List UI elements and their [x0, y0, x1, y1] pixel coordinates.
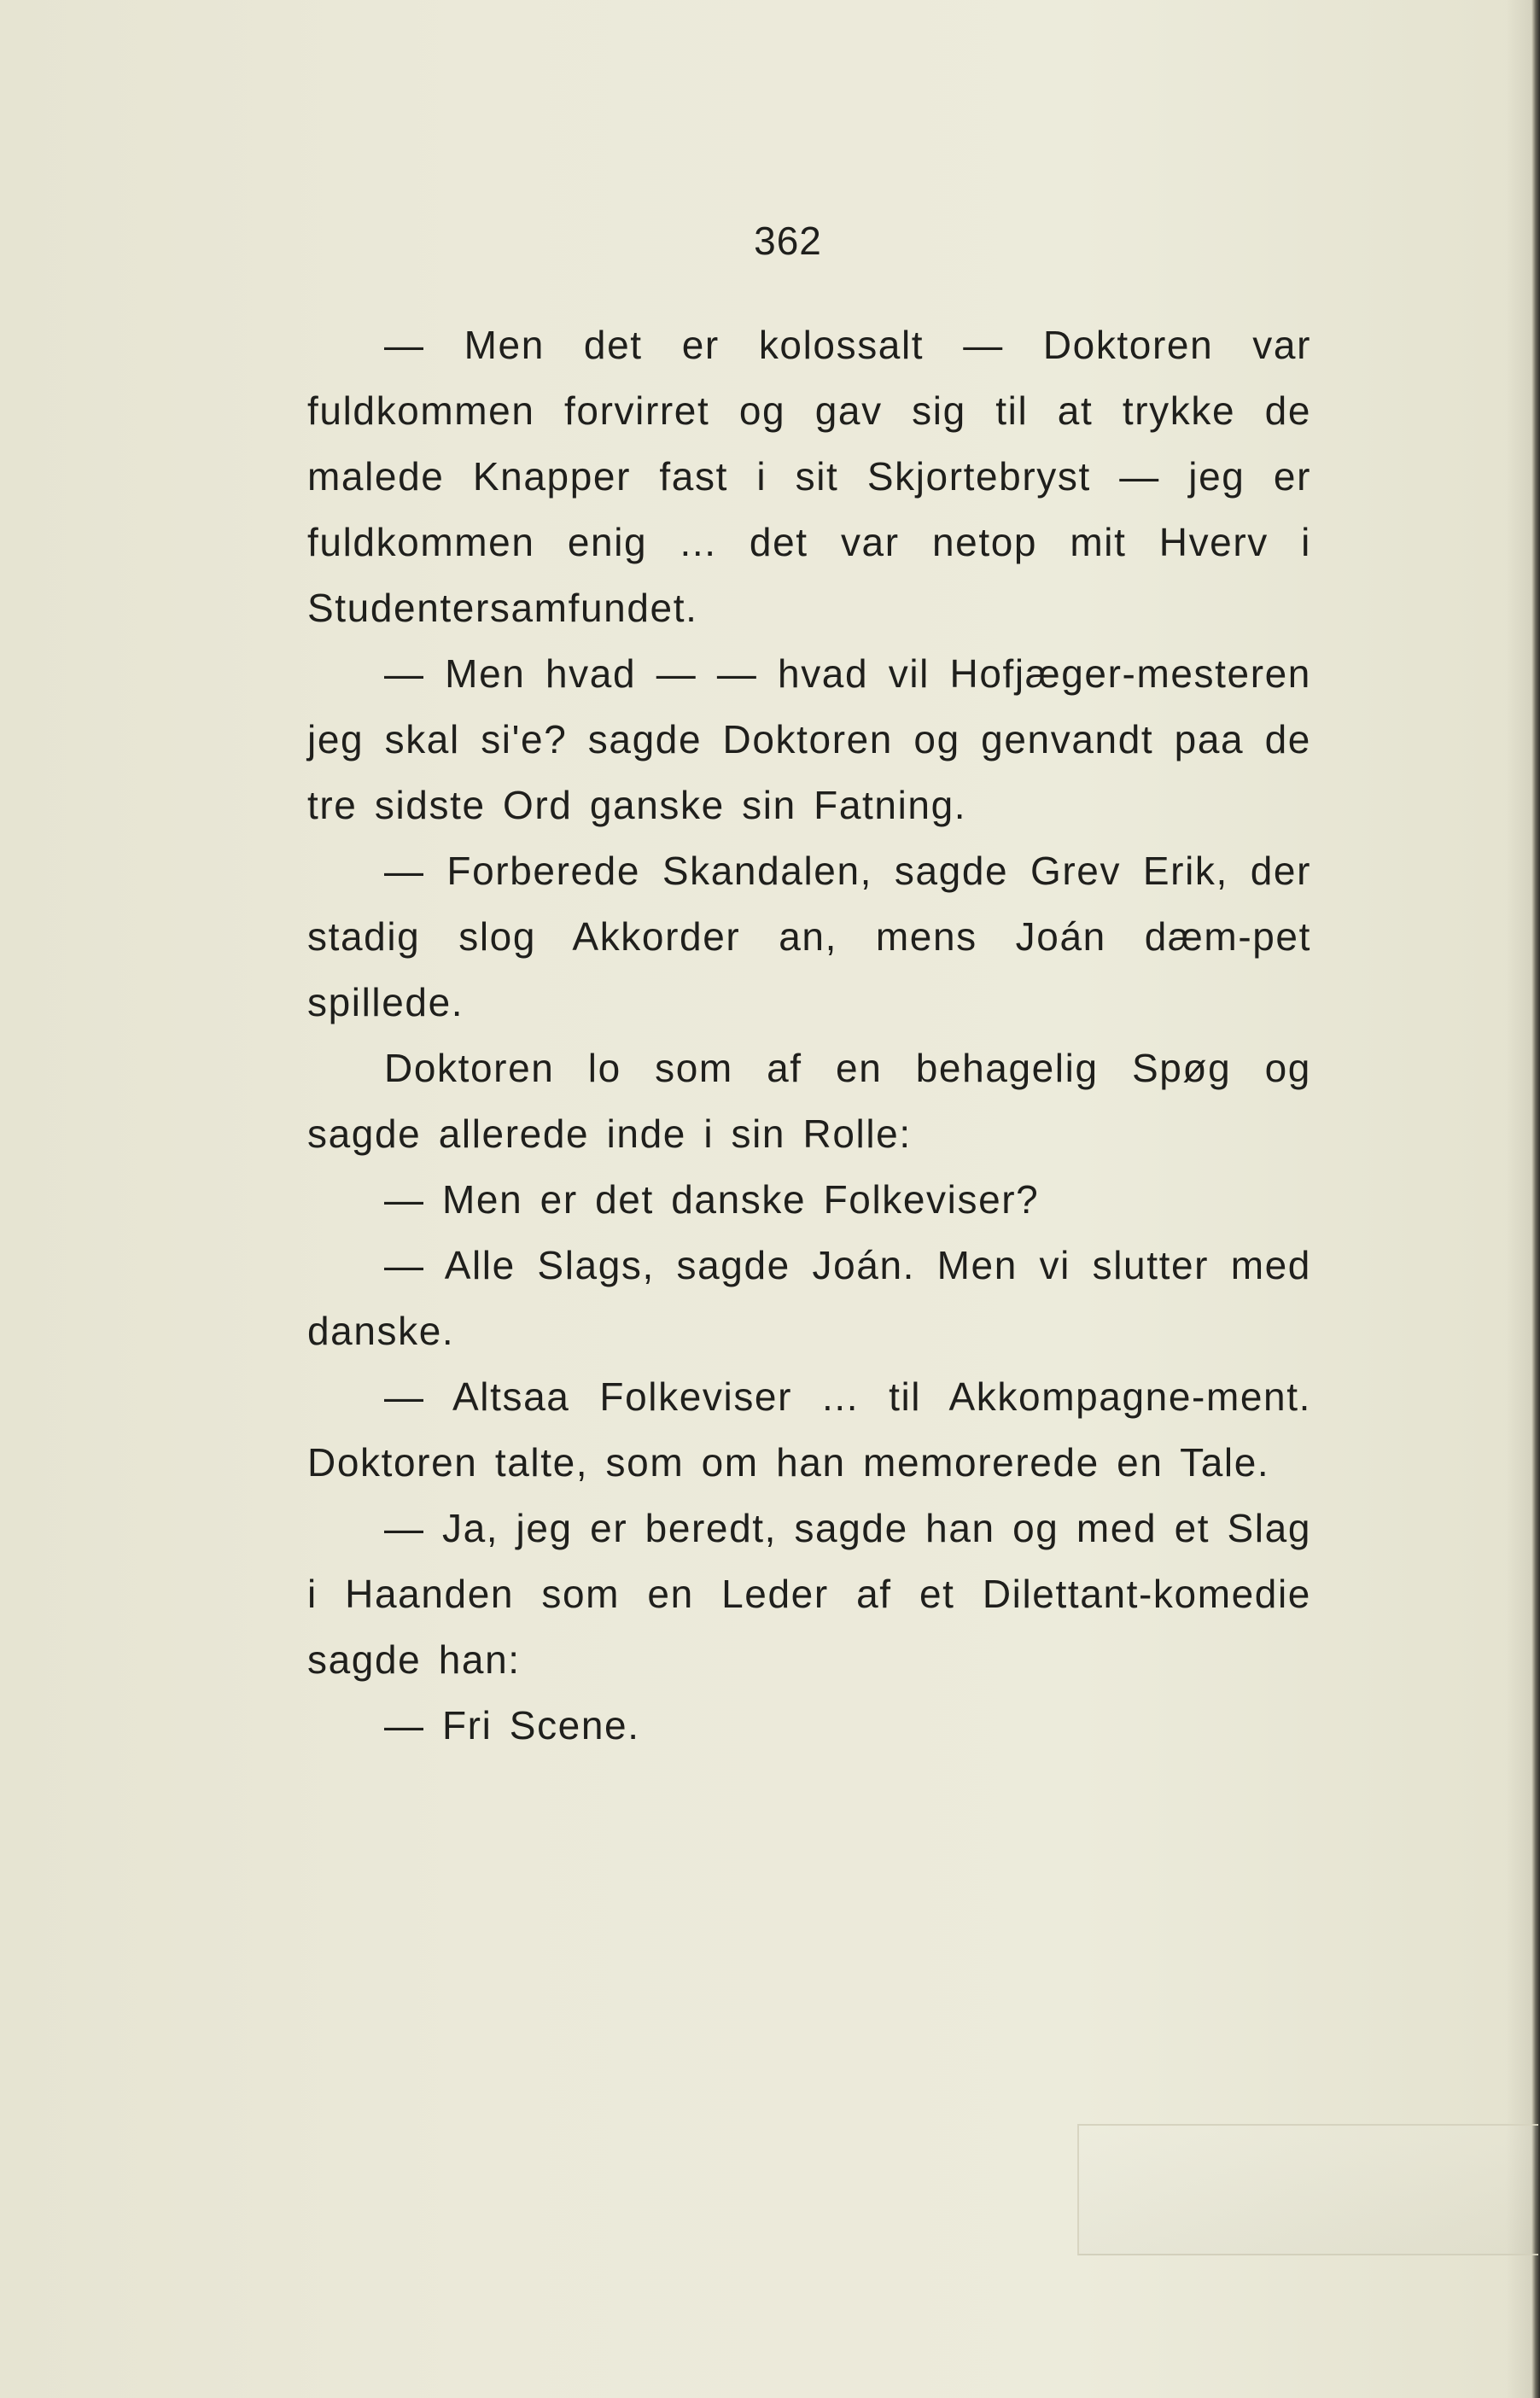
paragraph-1: — Men det er kolossalt — Doktoren var fuldkommen forvirret og gav sig til at trykke de malede Knapper fast i sit Skjortebryst — jeg er fuldkommen enig ... det var netop mit Hverv i Studentersamfundet. [307, 323, 1311, 630]
page-edge [1531, 0, 1540, 2398]
paragraph-2: — Men hvad — — hvad vil Hofjæger-mesteren jeg skal si'e? sagde Doktoren og genvandt paa de tre sidste Ord ganske sin Fatning. [307, 651, 1311, 827]
paragraph-9: — Fri Scene. [384, 1703, 640, 1747]
paragraph-8: — Ja, jeg er beredt, sagde han og med et Slag i Haanden som en Leder af et Dilettant-komedie sagde han: [307, 1506, 1311, 1682]
page-number: 362 [754, 219, 822, 263]
paragraph-7: — Altsaa Folkeviser ... til Akkompagne-ment. Doktoren talte, som om han memorerede en Tale. [307, 1374, 1311, 1485]
paragraph-5: — Men er det danske Folkeviser? [384, 1177, 1040, 1222]
pasted-paper-slip [1077, 2124, 1538, 2255]
body-text [307, 312, 1311, 1759]
paragraph-6: — Alle Slags, sagde Joán. Men vi slutter med danske. [307, 1243, 1311, 1353]
paragraph-4: Doktoren lo som af en behagelig Spøg og sagde allerede inde i sin Rolle: [307, 1046, 1311, 1156]
paragraph-3: — Forberede Skandalen, sagde Grev Erik, der stadig slog Akkorder an, mens Joán dæm-pet spillede. [307, 849, 1311, 1024]
page-edge-shadow [1506, 0, 1531, 2398]
